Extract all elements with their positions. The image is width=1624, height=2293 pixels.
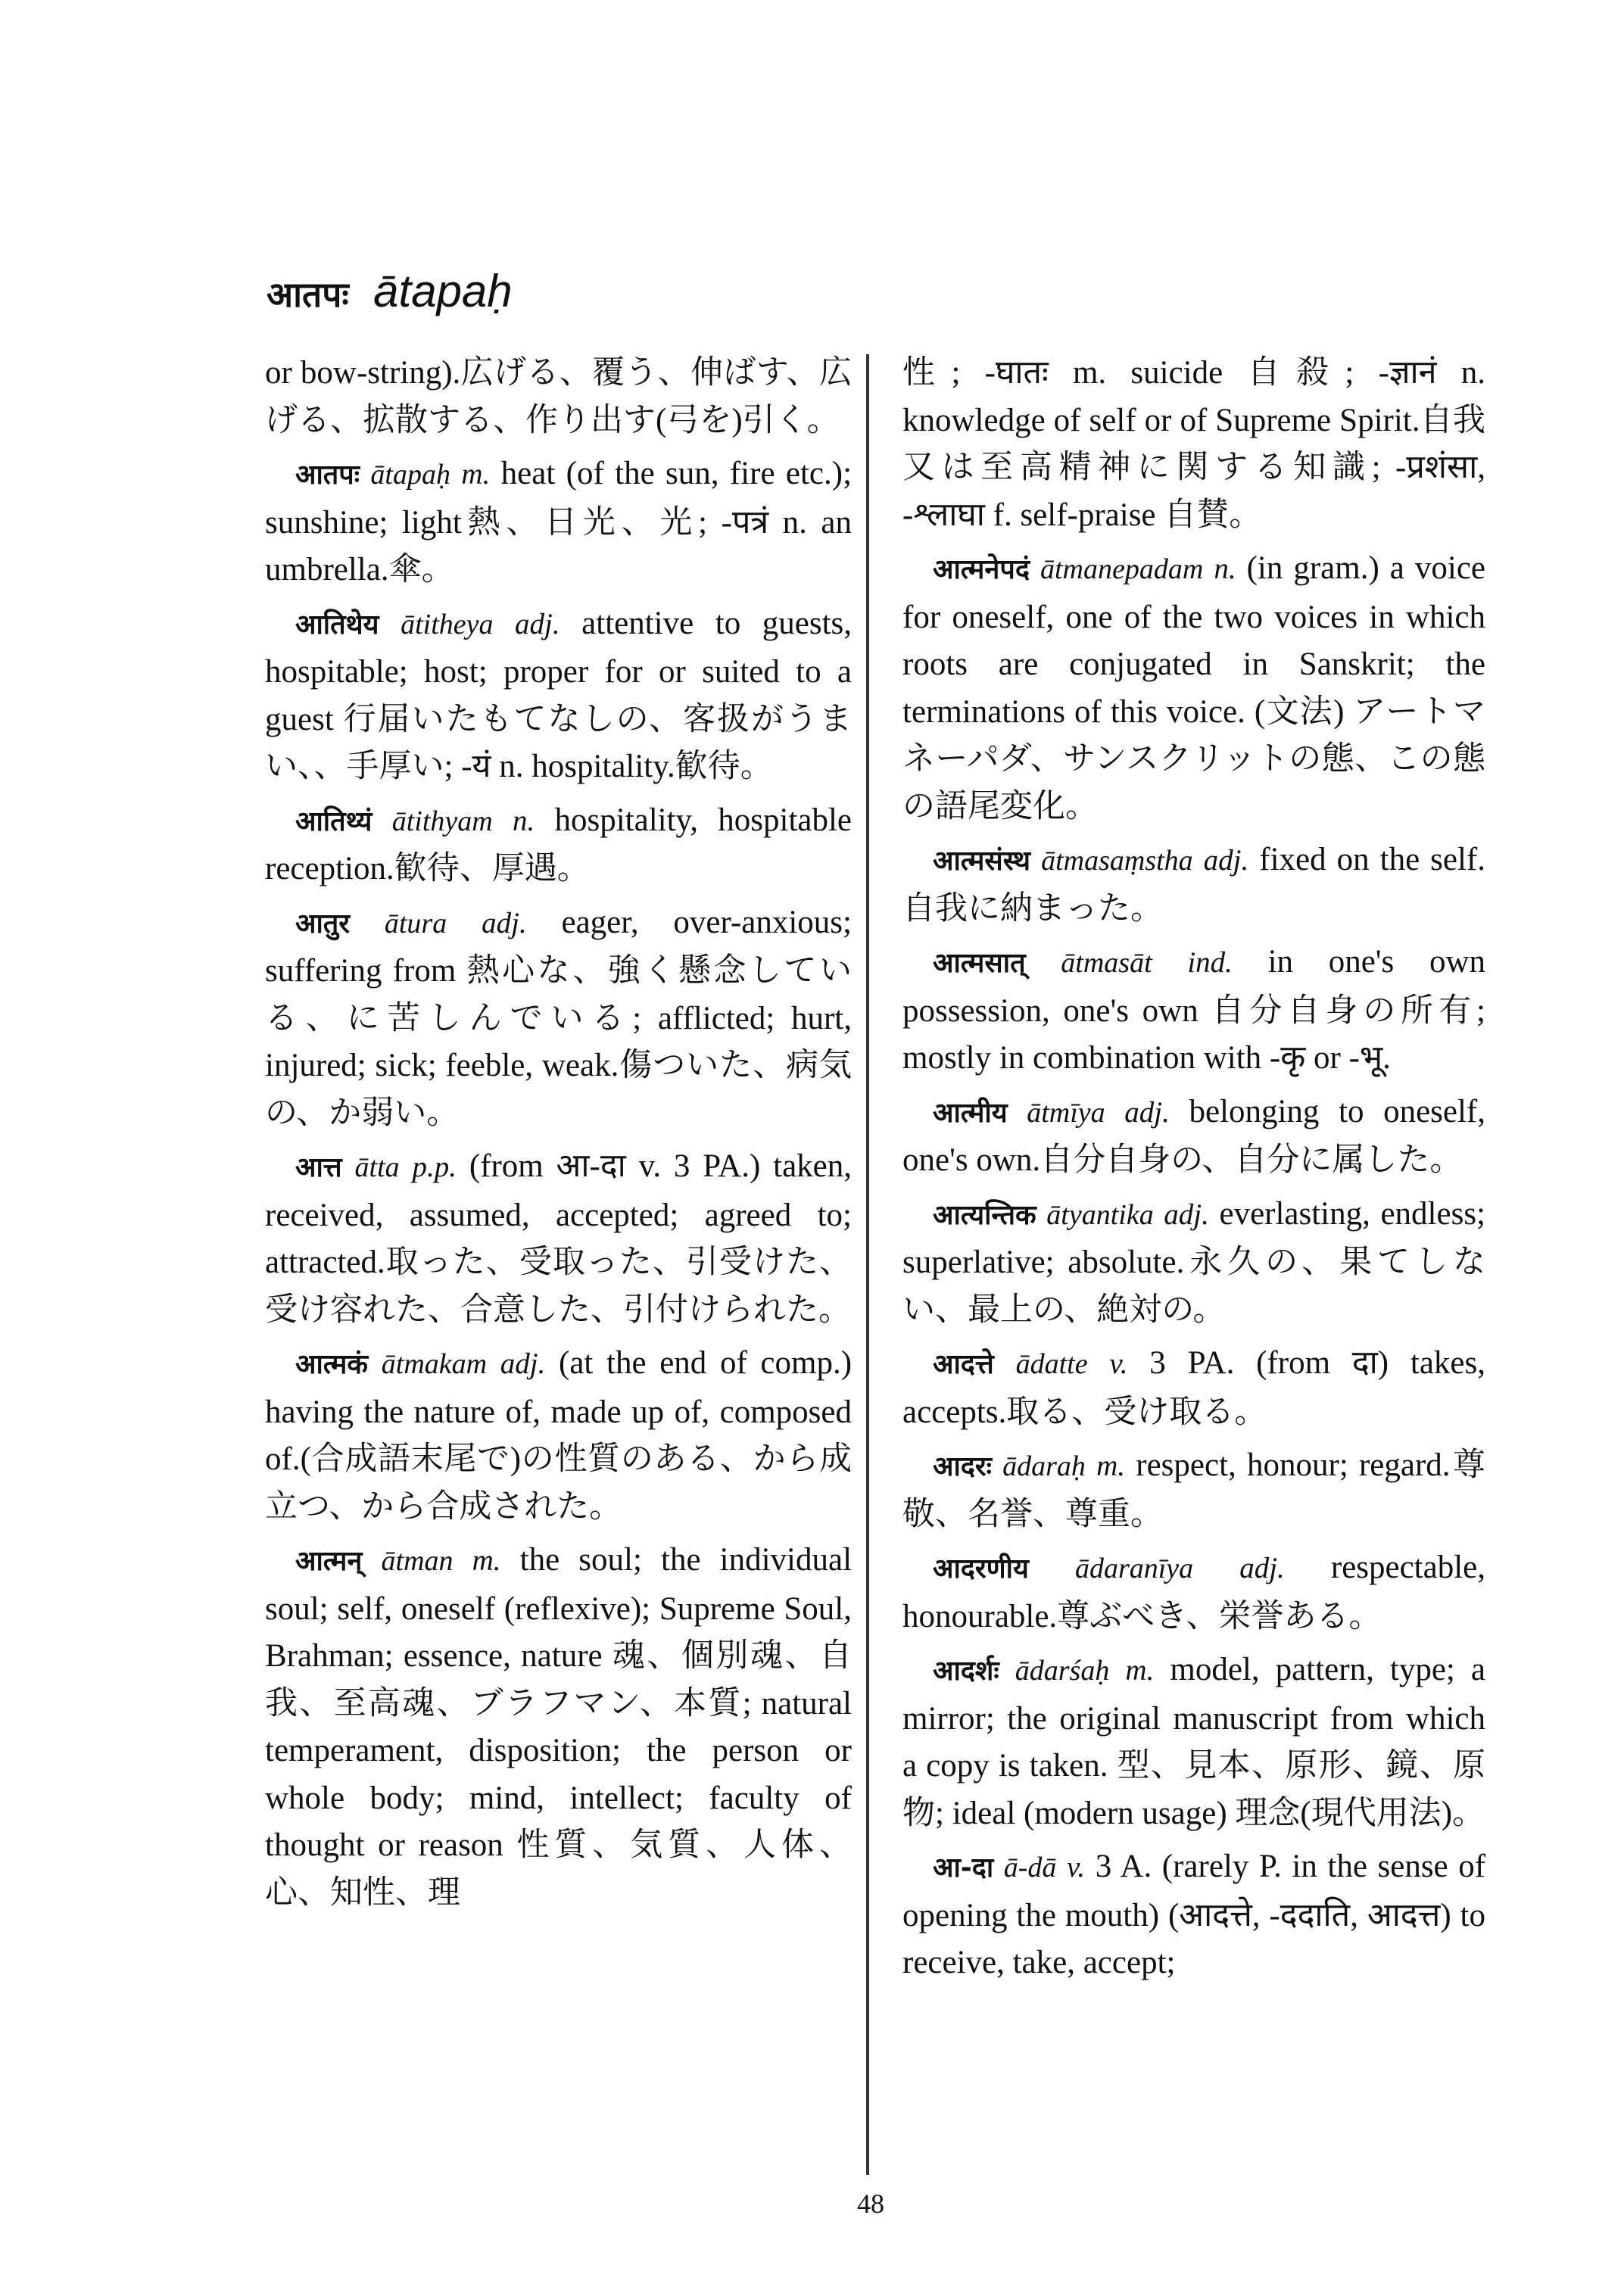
entry-grammar: m. xyxy=(1125,1654,1155,1687)
entry-headword: आतिथेय xyxy=(295,609,379,640)
entry-headword: आदरः xyxy=(933,1451,992,1482)
entry-transliteration: ātapaḥ xyxy=(370,459,450,491)
entry-definition: (at the end of comp.) having the nature of, made up of, composed of.(合成語末尾で)の性質のある、から成立つ、から合成された。 xyxy=(265,1345,853,1525)
entry-grammar: ind. xyxy=(1187,946,1233,979)
dictionary-entry xyxy=(902,1340,1485,1436)
entry-definition: heat (of the sun, fire etc.); sunshine; light熱、日光、光; -पत्रं n. an umbrella.傘。 xyxy=(265,456,853,587)
entry-grammar: m. xyxy=(1096,1450,1126,1482)
entry-headword: आतिथ्यं xyxy=(295,805,372,837)
entry-headword: आतपः xyxy=(295,460,360,491)
entry-definition: fixed on the self.自我に納まった。 xyxy=(902,842,1486,927)
entry-transliteration: ādarśaḥ xyxy=(1015,1655,1110,1687)
entry-transliteration: ātta xyxy=(354,1151,400,1183)
entry-grammar: adj. xyxy=(515,607,560,640)
entry-transliteration: ātmakam xyxy=(381,1348,488,1380)
entry-definition: everlasting, endless; superlative; absolute.永久の、果てしない、最上の、絶対の。 xyxy=(902,1195,1486,1328)
dictionary-entry xyxy=(902,1442,1485,1538)
entry-definition: in one's own possession, one's own 自分自身の所有; mostly in combination with -कृ or -भू. xyxy=(902,944,1485,1076)
continued-text: 性; -घातः m. suicide 自殺; -ज्ञानं n. knowledge of self or of Supreme Spirit.自我又は至高精神に関する知識; -प्रशंसा, -श्लाघा f. self-praise 自賛。 xyxy=(902,355,1485,533)
entry-transliteration: ātman xyxy=(381,1545,454,1577)
entry-transliteration: ādaranīya xyxy=(1074,1553,1194,1584)
continued-text: or bow-string).広げる、覆う、伸ばす、広げる、拡散する、作り出す(弓を)引く。 xyxy=(265,355,852,438)
entry-grammar: v. xyxy=(1109,1347,1128,1380)
entry-headword: आत्त xyxy=(295,1152,342,1183)
entry-grammar: p.p. xyxy=(412,1151,457,1183)
entry-headword: आत्यन्तिक xyxy=(933,1199,1036,1231)
entry-transliteration: ātmanepadam xyxy=(1040,553,1204,585)
entry-grammar: adj. xyxy=(482,906,527,939)
entry-transliteration: ādaraḥ xyxy=(1002,1450,1086,1482)
dictionary-entry xyxy=(902,1089,1485,1185)
entry-transliteration: ātmasaṃstha xyxy=(1041,845,1193,877)
entry-transliteration: ādatte xyxy=(1015,1348,1088,1380)
dictionary-entry xyxy=(265,899,852,1138)
entry-transliteration: ātitheya xyxy=(401,608,494,640)
entry-headword: आदरणीय xyxy=(933,1553,1029,1584)
dictionary-entry xyxy=(902,1843,1485,1987)
right-column xyxy=(902,350,1485,1993)
dictionary-entry xyxy=(265,1143,852,1334)
entry-transliteration: ātithyam xyxy=(391,805,493,837)
entry-headword: आत्मसात् xyxy=(933,948,1026,979)
dictionary-entry xyxy=(265,450,852,594)
entry-grammar: adj. xyxy=(1239,1552,1285,1584)
entry-transliteration: ā-dā xyxy=(1003,1852,1057,1883)
dictionary-entry xyxy=(265,1537,852,1917)
entry-definition: belonging to oneself, one's own.自分自身の、自分に属した。 xyxy=(902,1093,1485,1178)
entry-headword: आत्मन् xyxy=(295,1546,363,1577)
left-column xyxy=(265,350,852,1923)
entry-headword: आदत्ते xyxy=(933,1349,994,1380)
entry-definition: eager, over-anxious; suffering from 熱心な、強く懸念している、に苦しんでいる; afflicted; hurt, injured; sick; feeble, weak.傷ついた、病気の、か弱い。 xyxy=(265,904,852,1131)
entry-grammar: adj. xyxy=(1203,844,1249,877)
dictionary-entry xyxy=(902,1191,1485,1335)
entry-headword: आदर्शः xyxy=(933,1656,999,1687)
entry-grammar: adj. xyxy=(1164,1198,1209,1231)
dictionary-entry xyxy=(902,545,1485,830)
entry-transliteration: ātmīya xyxy=(1027,1096,1105,1129)
dictionary-entry xyxy=(265,1340,852,1531)
entry-definition: (from आ-दा v. 3 PA.) taken, received, assumed, accepted; agreed to; attracted.取った、受取った、引受けた、受け容れた、合意した、引付けられた。 xyxy=(265,1148,853,1328)
header-headword: आतपः xyxy=(267,274,349,315)
entry-headword: आत्मनेपदं xyxy=(933,554,1030,585)
entry-headword: आतुर xyxy=(295,908,351,939)
entry-headword: आत्मसंस्थ xyxy=(933,846,1031,877)
page-number: 48 xyxy=(857,2189,884,2219)
entry-definition: 3 A. (rarely P. in the sense of opening the mouth) (आदत्ते, -ददाति, आदत्त) to receive, take, accept; xyxy=(902,1849,1486,1980)
entry-grammar: n. xyxy=(512,804,535,837)
entry-headword: आत्मीय xyxy=(933,1097,1008,1129)
dictionary-entry xyxy=(902,1544,1485,1640)
entry-headword: आत्मकं xyxy=(295,1349,369,1380)
entry-definition: the soul; the individual soul; self, oneself (reflexive); Supreme Soul, Brahman; essence, nature 魂、個別魂、自我、至高魂、ブラフマン、本質; natural temperament, disposition; the person or whole body; mind, intellect; faculty of thought or reason 性質、気質、人体、心、知性、理 xyxy=(265,1542,853,1911)
column-divider xyxy=(866,354,869,2175)
dictionary-entry xyxy=(265,600,852,791)
header-transliteration: ātapaḥ xyxy=(373,266,513,316)
entry-definition: 3 PA. (from दा) takes, accepts.取る、受け取る。 xyxy=(902,1345,1485,1430)
entry-grammar: adj. xyxy=(500,1347,546,1380)
page-header xyxy=(267,265,513,321)
entry-definition: hospitality, hospitable reception.歓待、厚遇。 xyxy=(265,802,853,886)
entry-headword: आ-दा xyxy=(933,1852,994,1883)
dictionary-entry xyxy=(902,837,1485,933)
entry-definition: respectable, honourable.尊ぶべき、栄誉ある。 xyxy=(902,1550,1485,1634)
dictionary-entry xyxy=(902,1647,1485,1837)
entry-definition: respect, honour; regard.尊敬、名誉、尊重。 xyxy=(902,1447,1485,1532)
entry-transliteration: ātmasāt xyxy=(1061,947,1152,979)
entry-grammar: n. xyxy=(1214,553,1236,585)
entry-transliteration: ātura xyxy=(384,907,447,939)
dictionary-entry xyxy=(265,797,852,893)
entry-grammar: v. xyxy=(1067,1851,1086,1883)
dictionary-entry xyxy=(902,939,1485,1083)
entry-definition: model, pattern, type; a mirror; the original manuscript from which a copy is taken. 型、見本、原形、鏡、原物; ideal (modern usage) 理念(現代用法)。 xyxy=(902,1652,1486,1831)
entry-grammar: m. xyxy=(461,458,491,491)
entry-grammar: m. xyxy=(472,1544,501,1577)
entry-grammar: adj. xyxy=(1124,1095,1170,1129)
entry-transliteration: ātyantika xyxy=(1046,1198,1154,1231)
entry-definition: attentive to guests, hospitable; host; proper for or suited to a guest 行届いたもてなしの、客扱がうまい、、手厚い; -यं n. hospitality.歓待。 xyxy=(265,605,852,784)
entry-definition: (in gram.) a voice for oneself, one of the two voices in which roots are conjugated in Sanskrit; the terminations of this voice. (文法) アートマネーパダ、サンスクリットの態、この態の語尾変化。 xyxy=(902,550,1486,824)
